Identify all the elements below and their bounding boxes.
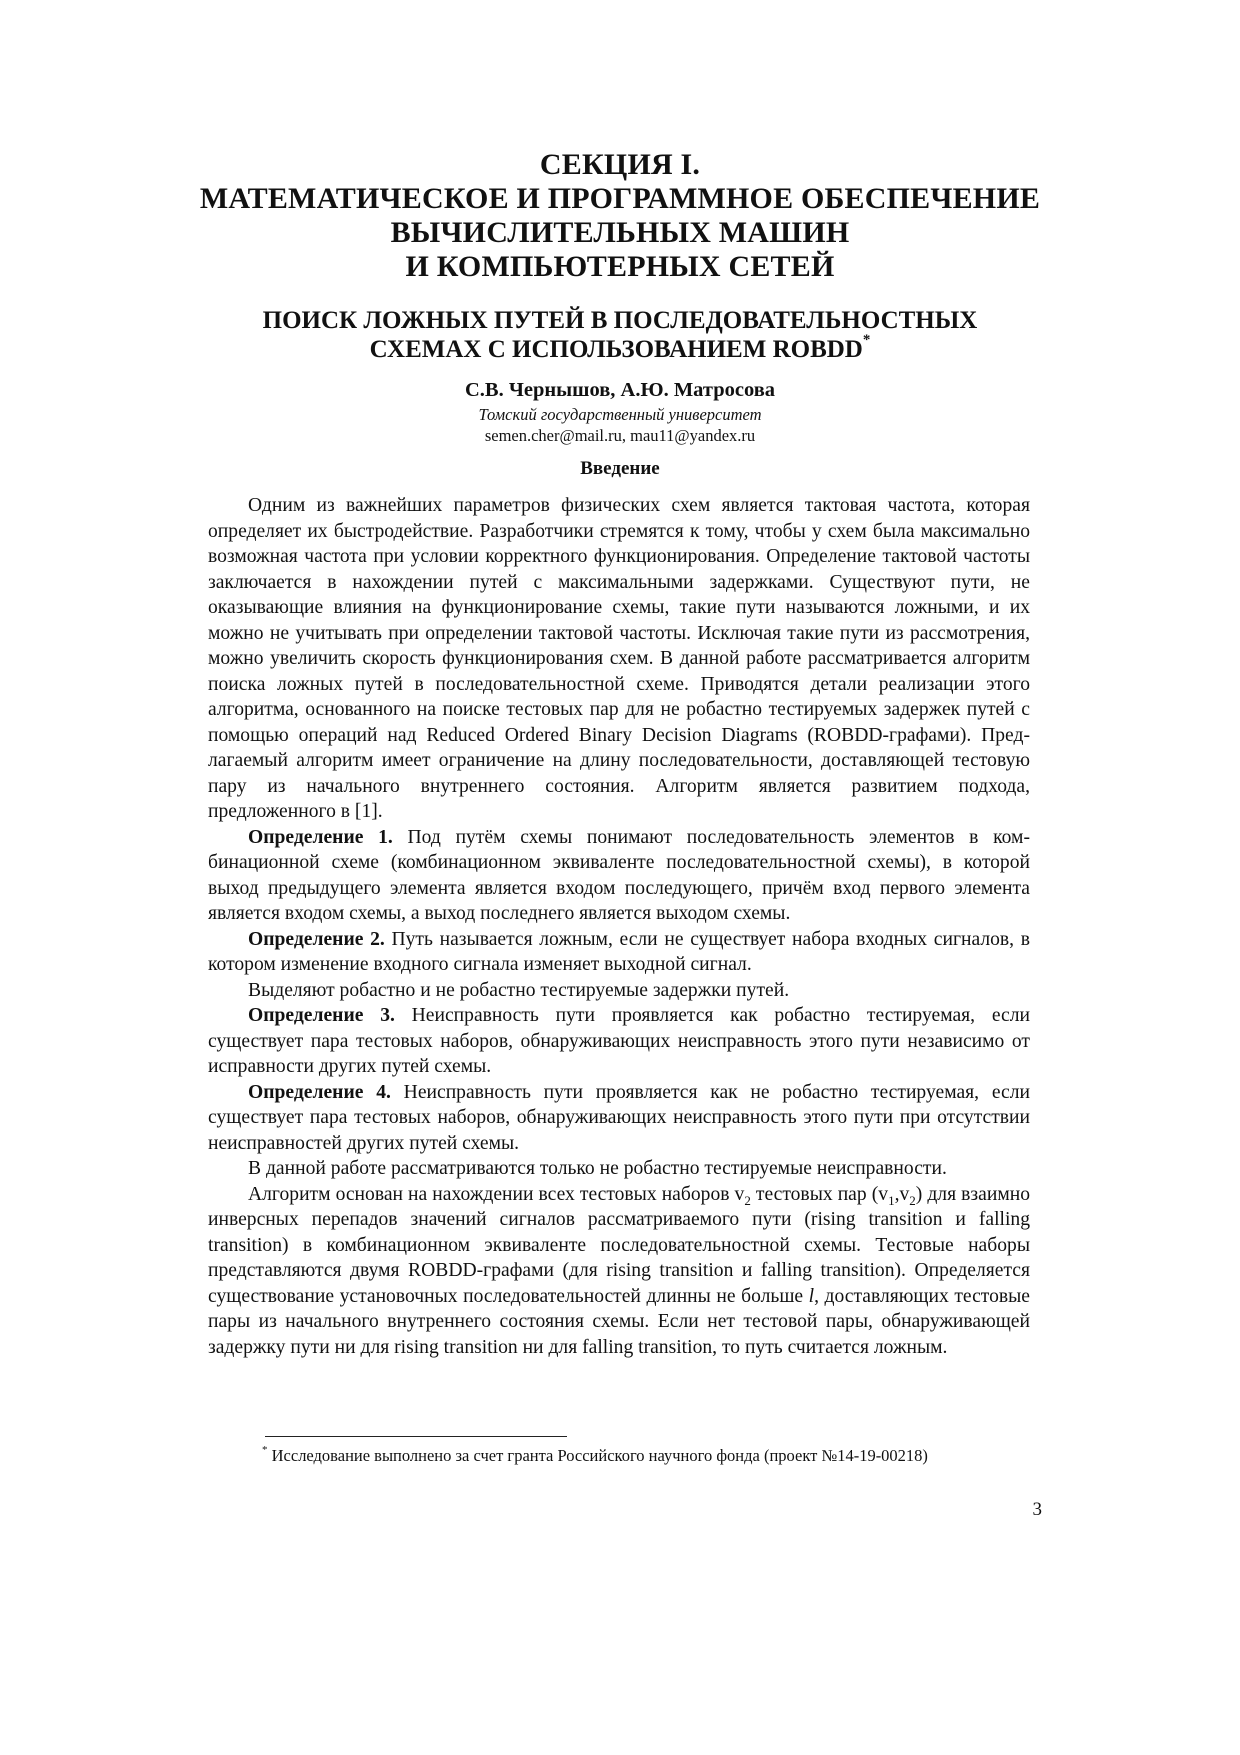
algorithm-text-e: , доставляющих тестовые пары из начального внутреннего состояния схемы. Если нет тестовой пары, обнаруживающей задержку пути ни для rising transition ни для falling transition, то путь считается ложным.	[208, 1285, 1030, 1358]
introduction-heading: Введение	[580, 458, 660, 479]
algorithm-text-c: ,v	[894, 1183, 910, 1205]
definition-4-label: Определение 4.	[248, 1081, 391, 1103]
article-title-line-1: ПОИСК ЛОЖНЫХ ПУТЕЙ В ПОСЛЕДОВАТЕЛЬНОСТНЫХ	[262, 307, 978, 334]
title-footnote-marker: *	[862, 331, 871, 348]
footnote-divider	[265, 1436, 567, 1437]
article-title-line-2	[150, 331, 1090, 364]
paragraph-definition-1	[208, 825, 1030, 927]
paragraph-definition-2	[208, 927, 1030, 978]
definition-1-text: Под путём схемы понимают последовательность элементов в комбинационной схеме (комбинационном эквиваленте последовательностной схемы), в которой выход предыдущего элемента является входом последующего, причём вход первого элемента является входом схемы, а выход последнего является выходом схемы.	[208, 826, 1030, 924]
definition-1-label: Определение 1.	[248, 826, 393, 848]
subscript-2-first: 2	[744, 1192, 751, 1208]
algorithm-text-d: ) для взаимно инверсных перепадов значений сигналов рассматриваемого пути (rising transition и falling transition) в комбинационном эквиваленте последовательностной схемы. Тестовые наборы представляются двумя ROBDD-графами (для rising transition и falling transition). Определяется существование установочных последовательностей длинны не больше	[208, 1183, 1031, 1307]
authors: С.В. Чернышов, А.Ю. Матросова	[464, 379, 776, 401]
paragraph-definition-3	[208, 1003, 1030, 1080]
definition-2-label: Определение 2.	[248, 928, 385, 950]
affiliation: Томский государственный университет	[478, 405, 762, 424]
variable-l: l	[808, 1285, 815, 1307]
paragraph-robust-types: Выделяют робастно и не робастно тестируемые задержки путей.	[248, 979, 790, 1001]
definition-3-label: Определение 3.	[248, 1005, 395, 1026]
article-title	[150, 306, 1090, 364]
section-heading-line-4: И КОМПЬЮТЕРНЫХ СЕТЕЙ	[405, 250, 835, 283]
algorithm-text-b: тестовых пар (v	[750, 1183, 889, 1205]
algorithm-text-a: Алгоритм основан на нахождении всех тестовых наборов v	[248, 1183, 745, 1205]
subscript-2-second: 2	[909, 1192, 916, 1208]
footnote	[262, 1443, 1042, 1466]
section-heading	[150, 148, 1090, 284]
definition-4-text: Неисправность пути проявляется как не робастно тестируемая, если существует пара тестовых наборов, обнаруживающих неисправность этого пути при отсутствии неисправностей других путей схемы.	[208, 1081, 1030, 1154]
paragraph-scope: В данной работе рассматриваются только не робастно тестируемые неисправности.	[248, 1158, 947, 1179]
section-heading-line-3: ВЫЧИСЛИТЕЛЬНЫХ МАШИН	[390, 216, 850, 249]
section-heading-line-1: СЕКЦИЯ I.	[539, 148, 701, 181]
footnote-text: Исследование выполнено за счет гранта Российского научного фонда (проект №14-19-00218)	[267, 1446, 928, 1465]
paragraph-intro: Одним из важнейших параметров физических схем является тактовая частота, которая определяет их быстродействие. Разработчики стремятся к тому, чтобы у схем была максимально возможная частота при условии корректного функционирования. Определение тактовой частоты заключается в нахождении путей с максимальными задержками. Существуют пути, не оказывающие влияния на функционирование схемы, такие пути называются ложными, и их можно не учитывать при определении тактовой частоты. Исключая такие пути из рассмотрения, можно увеличить скорость функционирования схем. В данной работе рассматривается алгоритм поиска ложных путей в последовательностной схеме. Приводятся детали реализации этого алгоритма, основанного на поиске тестовых пар для не робастно тестируемых задержек путей с помощью операций над Reduced Ordered Binary Decision Diagrams (ROBDD-графами). Предлагаемый алгоритм имеет ограничение на длину последовательности, доставляющей тестовую пару из начального внутреннего состояния. Алгоритм является развитием подхода, предложенного в [1].	[208, 495, 1030, 822]
definition-3-text: Неисправность пути проявляется как робастно тестируемая, если существует пара тестовых наборов, обнаруживающих неисправность этого пути независимо от исправности других путей схемы.	[208, 1005, 1030, 1077]
article-title-line-2-text: СХЕМАХ С ИСПОЛЬЗОВАНИЕМ ROBDD	[369, 336, 863, 363]
paragraph-algorithm	[208, 1182, 1030, 1361]
author-emails: semen.cher@mail.ru, mau11@yandex.ru	[484, 426, 756, 445]
subscript-1: 1	[888, 1192, 895, 1208]
section-heading-line-2: МАТЕМАТИЧЕСКОЕ И ПРОГРАММНОЕ ОБЕСПЕЧЕНИЕ	[199, 182, 1041, 215]
page-number: 3	[1032, 1499, 1042, 1520]
definition-2-text: Путь называется ложным, если не существует набора входных сигналов, в котором изменение входного сигнала изменяет выходной сигнал.	[208, 928, 1030, 975]
body-text	[208, 493, 1030, 1360]
paragraph-definition-4	[208, 1080, 1030, 1157]
footnote-marker: *	[262, 1443, 268, 1456]
